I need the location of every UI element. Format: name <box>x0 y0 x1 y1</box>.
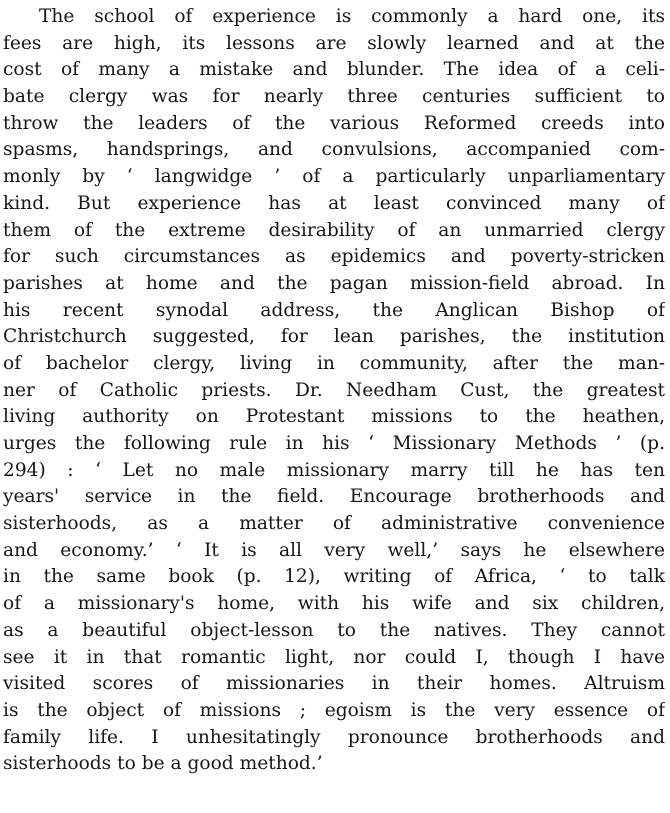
text-line: as a beautiful object-lesson to the natives. They cannot <box>3 619 665 641</box>
text-line: sisterhoods to be a good method.’ <box>3 753 323 775</box>
text-line: living authority on Protestant missions to the heathen, <box>3 406 665 428</box>
text-line: 294) : ‘ Let no male missionary marry till he has ten <box>3 459 665 481</box>
text-line: them of the extreme desirability of an unmarried clergy <box>3 219 665 241</box>
text-line: his recent synodal address, the Anglican Bishop of <box>3 299 665 321</box>
text-line: sisterhoods, as a matter of administrative convenience <box>3 513 665 535</box>
text-line: of bachelor clergy, living in community, after the man- <box>3 352 665 374</box>
text-line: family life. I unhesitatingly pronounce brotherhoods and <box>3 726 665 748</box>
text-line: urges the following rule in his ‘ Missionary Methods ’ (p. <box>3 433 665 454</box>
text-line: monly by ‘ langwidge ’ of a particularly unparliamentary <box>3 166 665 188</box>
text-line: spasms, handsprings, and convulsions, accompanied com- <box>3 139 665 161</box>
text-line: is the object of missions ; egoism is the very essence of <box>3 699 665 721</box>
text-line: The school of experience is commonly a hard one, its <box>39 6 665 27</box>
text-line: in the same book (p. 12), writing of Africa, ‘ to talk <box>3 566 665 588</box>
text-line: throw the leaders of the various Reformed creeds into <box>3 112 665 134</box>
paragraph <box>3 4 665 778</box>
text-line: parishes at home and the pagan mission-field abroad. In <box>3 272 665 294</box>
text-line: bate clergy was for nearly three centuries sufficient to <box>3 86 665 108</box>
text-line: kind. But experience has at least convinced many of <box>3 192 665 214</box>
text-line: years' service in the field. Encourage brotherhoods and <box>3 486 665 508</box>
text-line: fees are high, its lessons are slowly learned and at the <box>3 32 665 54</box>
text-line: and economy.’ ‘ It is all very well,’ says he elsewhere <box>3 539 665 561</box>
text-line: of a missionary's home, with his wife and six children, <box>3 593 665 615</box>
text-line: Christchurch suggested, for lean parishes, the institution <box>3 326 665 348</box>
text-line: visited scores of missionaries in their homes. Altruism <box>3 673 665 695</box>
text-line: ner of Catholic priests. Dr. Needham Cust, the greatest <box>3 379 665 401</box>
text-line: cost of many a mistake and blunder. The idea of a celi- <box>3 59 665 81</box>
text-line: see it in that romantic light, nor could I, though I have <box>3 646 665 668</box>
text-line: for such circumstances as epidemics and poverty-stricken <box>3 246 665 268</box>
